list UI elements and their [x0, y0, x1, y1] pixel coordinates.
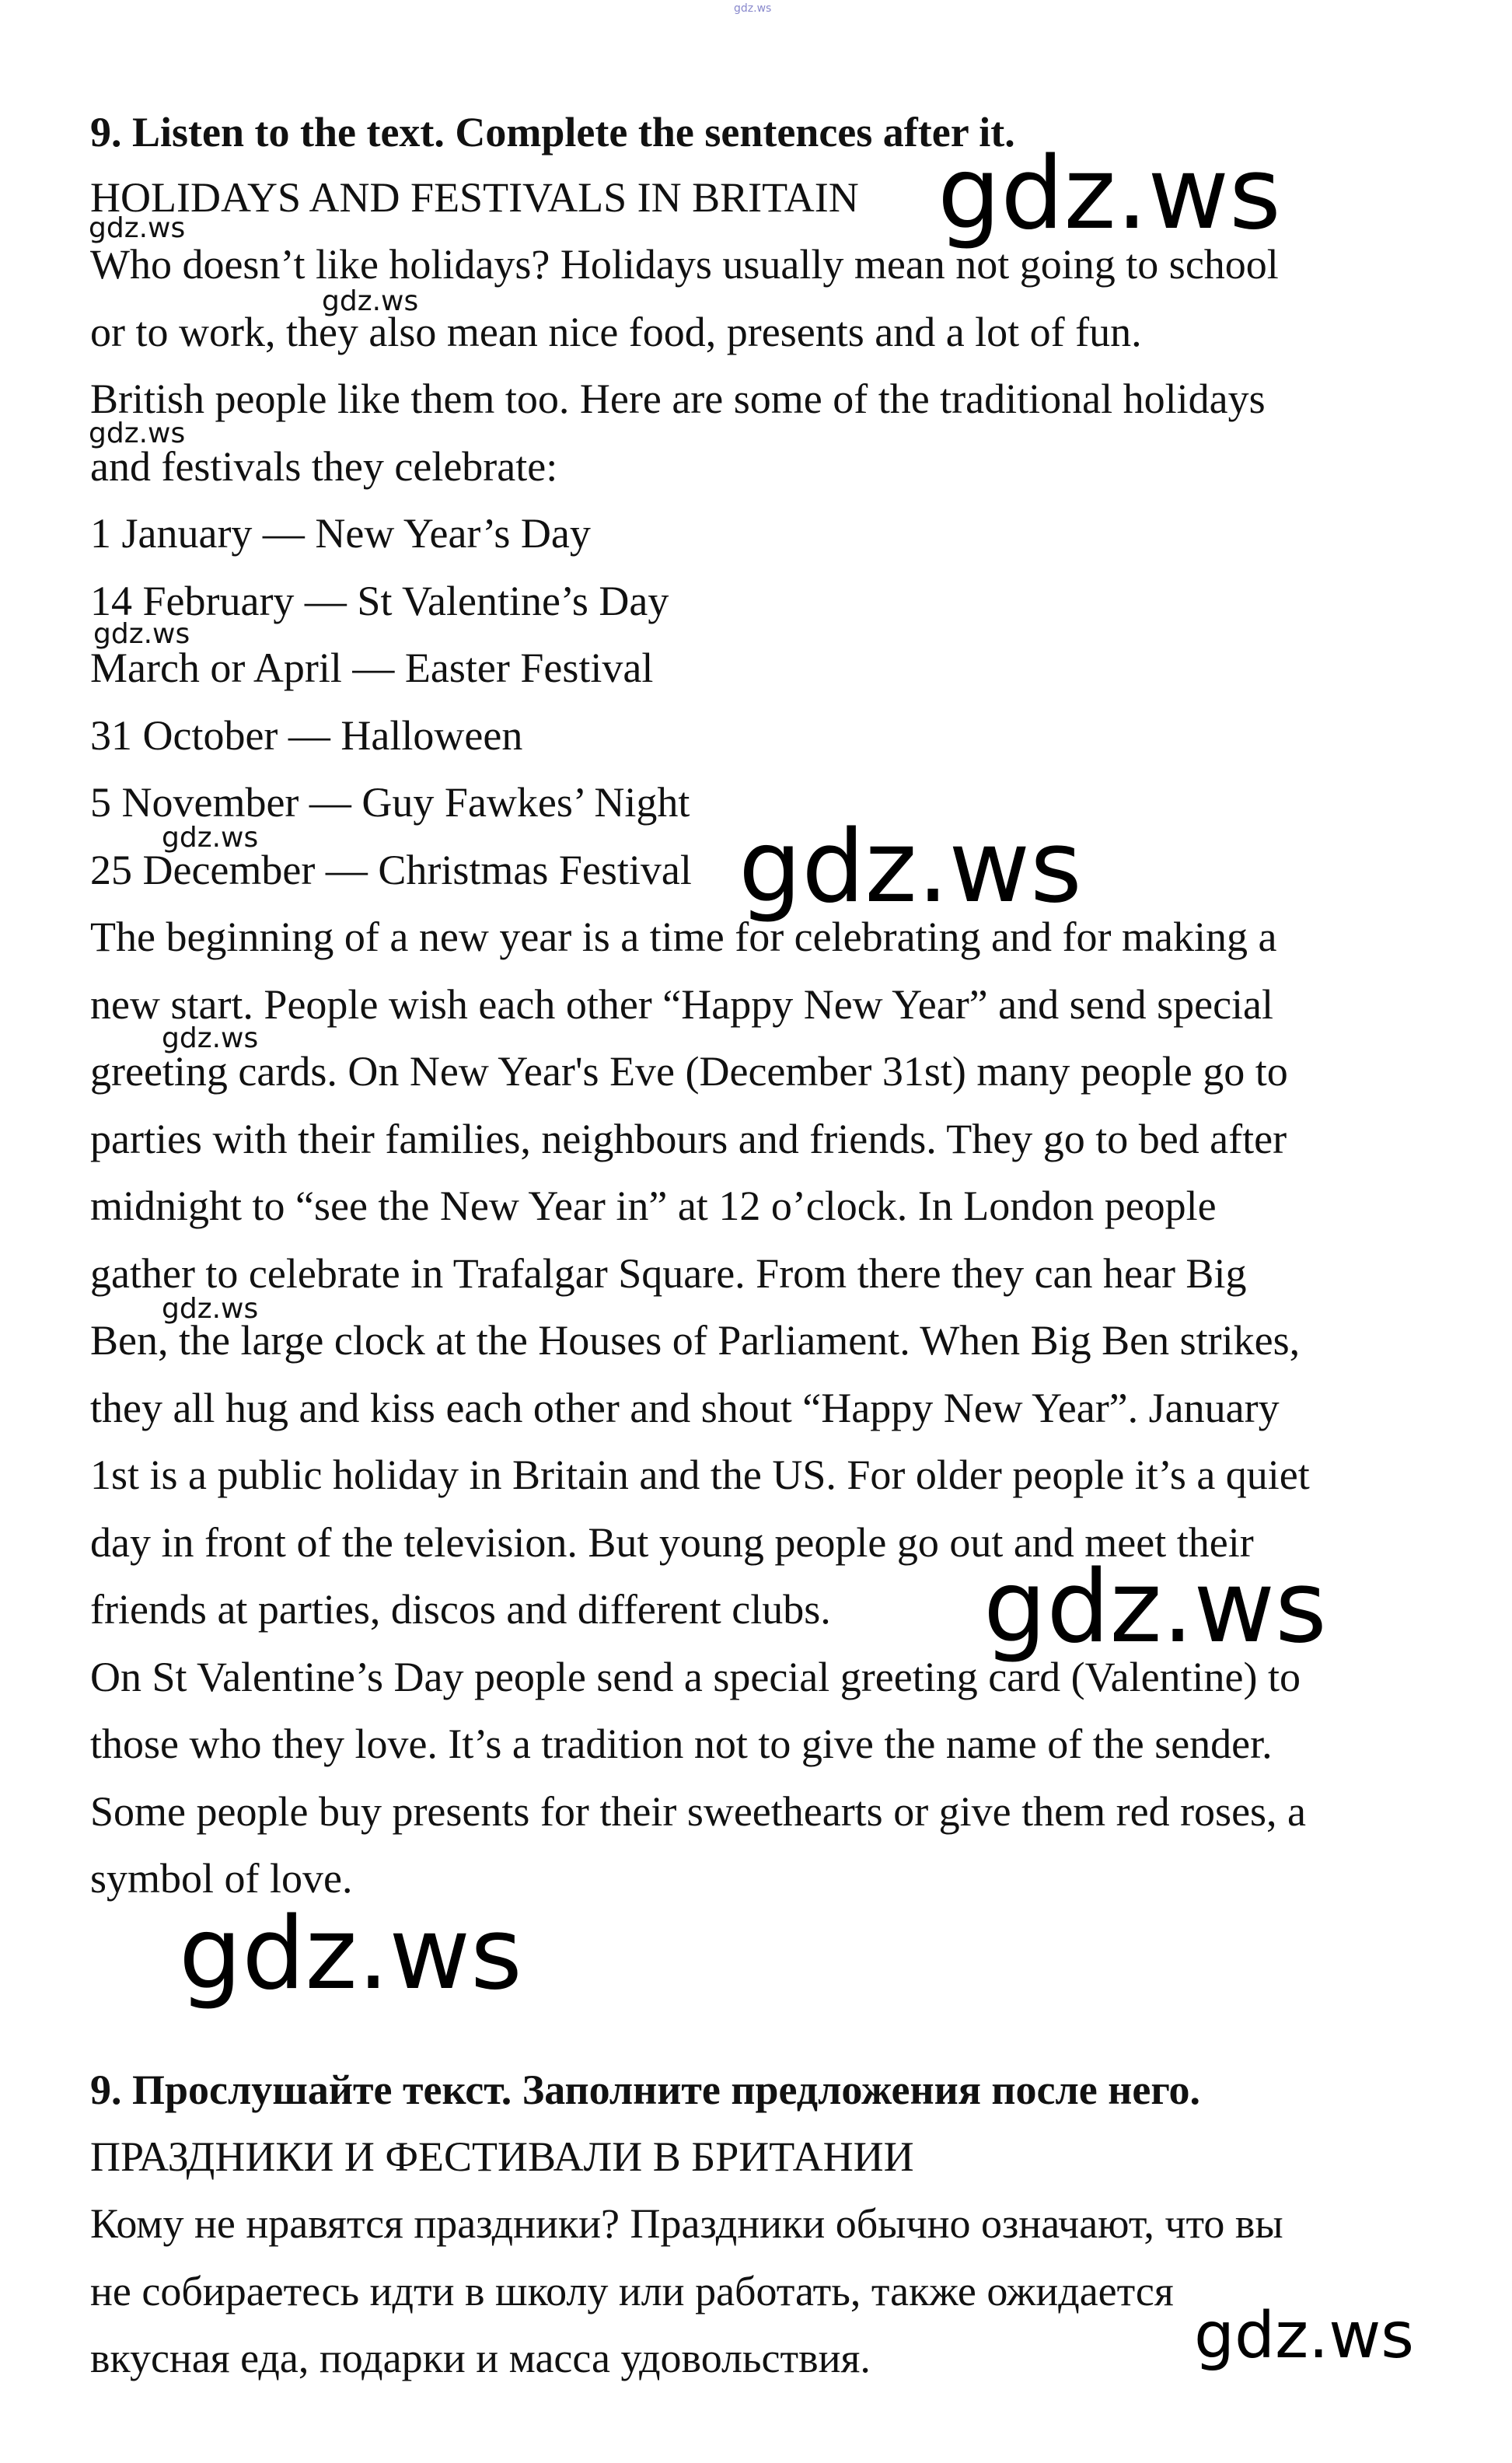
watermark-small: gdz.ws — [89, 417, 186, 449]
task-heading-ru: 9. Прослушайте текст. Заполните предложения после него. — [90, 2066, 1201, 2113]
holiday-list-item: 14 February — St Valentine’s Day — [90, 578, 669, 624]
text-line: or to work, they also mean nice food, presents and a lot of fun. — [90, 309, 1142, 355]
text-line: parties with their families, neighbours and friends. They go to bed after — [90, 1116, 1287, 1162]
holiday-list-item: 25 December — Christmas Festival — [90, 847, 692, 893]
watermark-small: gdz.ws — [162, 1022, 259, 1054]
holiday-list-item: 31 October — Halloween — [90, 712, 523, 759]
text-line: Ben, the large clock at the Houses of Parliament. When Big Ben strikes, — [90, 1317, 1301, 1364]
text-line: they all hug and kiss each other and shout “Happy New Year”. January — [90, 1385, 1280, 1431]
text-line: new start. People wish each other “Happy New Year” and send special — [90, 981, 1274, 1028]
watermark-large: gdz.ws — [1194, 2299, 1414, 2373]
text-line: gather to celebrate in Trafalgar Square. From there they can hear Big — [90, 1250, 1247, 1297]
text-line: On St Valentine’s Day people send a special greeting card (Valentine) to — [90, 1654, 1301, 1700]
holiday-list-item: March or April — Easter Festival — [90, 645, 654, 691]
watermark-small: gdz.ws — [322, 285, 419, 317]
text-line: and festivals they celebrate: — [90, 443, 558, 490]
text-line: symbol of love. — [90, 1855, 353, 1902]
text-line: The beginning of a new year is a time for celebrating and for making a — [90, 914, 1277, 960]
title-ru: ПРАЗДНИКИ И ФЕСТИВАЛИ В БРИТАНИИ — [90, 2133, 914, 2180]
text-line-ru: не собираетесь идти в школу или работать, также ожидается — [90, 2268, 1174, 2315]
text-line-ru: Кому не нравятся праздники? Праздники обычно означают, что вы — [90, 2200, 1283, 2247]
text-line: British people like them too. Here are some of the traditional holidays — [90, 376, 1266, 422]
text-line: 1st is a public holiday in Britain and the US. For older people it’s a quiet — [90, 1452, 1310, 1498]
watermark-large: gdz.ws — [983, 1549, 1327, 1665]
watermark-small: gdz.ws — [89, 212, 186, 244]
text-line: those who they love. It’s a tradition not to give the name of the sender. — [90, 1721, 1273, 1767]
text-line: day in front of the television. But young people go out and meet their — [90, 1519, 1254, 1566]
watermark-small: gdz.ws — [162, 822, 259, 854]
watermark-small: gdz.ws — [93, 618, 190, 650]
task-heading-en: 9. Listen to the text. Complete the sentences after it. — [90, 109, 1015, 155]
watermark-small: gdz.ws — [162, 1293, 259, 1325]
holiday-list-item: 1 January — New Year’s Day — [90, 510, 591, 557]
holiday-list-item: 5 November — Guy Fawkes’ Night — [90, 779, 690, 826]
text-line: friends at parties, discos and different clubs. — [90, 1586, 831, 1633]
watermark-large: gdz.ws — [739, 809, 1082, 925]
text-line: Some people buy presents for their sweethearts or give them red roses, a — [90, 1788, 1307, 1835]
header-watermark: gdz.ws — [734, 2, 772, 15]
text-line: midnight to “see the New Year in” at 12 o’clock. In London people — [90, 1183, 1217, 1229]
title-en: HOLIDAYS AND FESTIVALS IN BRITAIN — [90, 174, 859, 221]
watermark-large: gdz.ws — [938, 136, 1281, 252]
text-line-ru: вкусная еда, подарки и масса удовольствия. — [90, 2335, 871, 2381]
text-line: greeting cards. On New Year's Eve (December 31st) many people go to — [90, 1048, 1288, 1095]
watermark-large: gdz.ws — [179, 1896, 522, 2012]
text-line: Who doesn’t like holidays? Holidays usually mean not going to school — [90, 241, 1279, 288]
